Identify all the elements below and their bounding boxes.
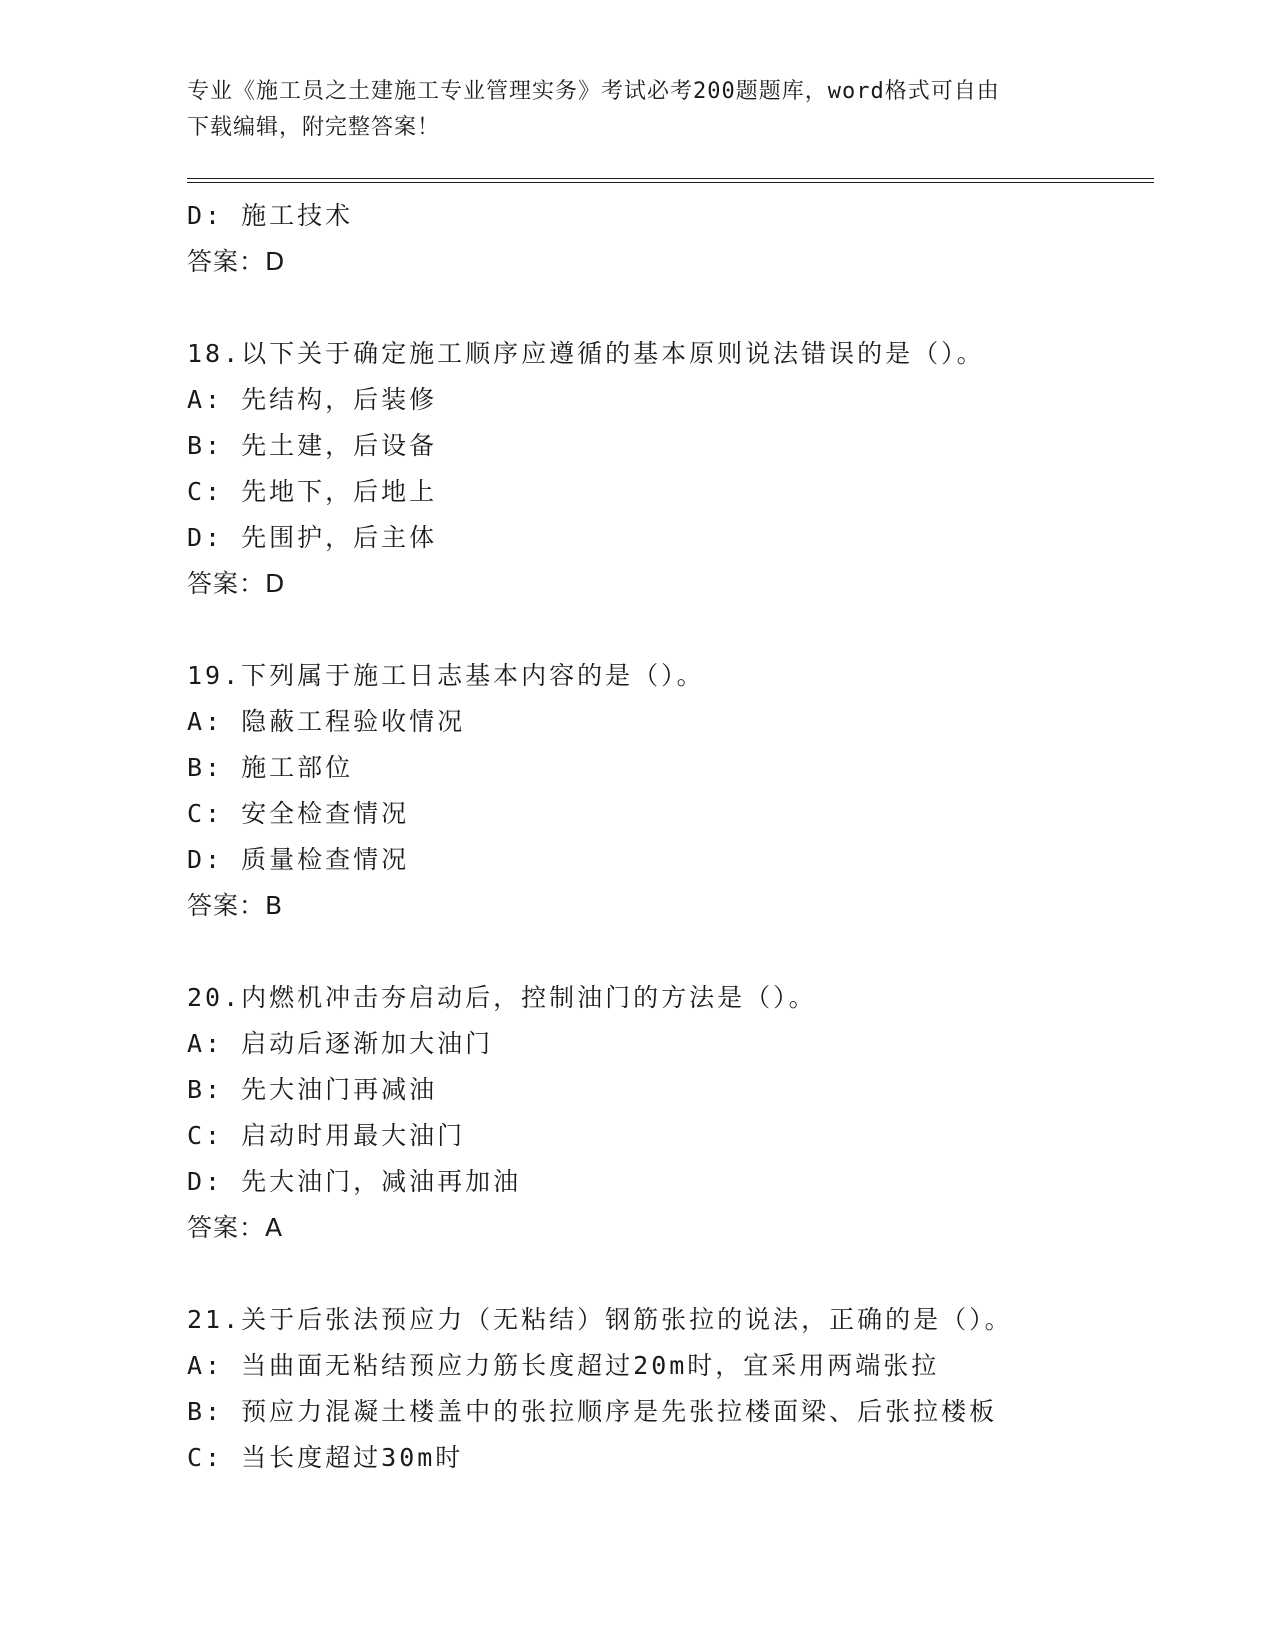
option-c: C: 当长度超过30m时: [187, 1443, 464, 1472]
spacer: [187, 1251, 1154, 1297]
header-line-1: 专业《施工员之土建施工专业管理实务》考试必考200题题库，word格式可自由: [187, 79, 1000, 104]
option-a: A: 先结构，后装修: [187, 385, 438, 414]
option-c: C: 先地下，后地上: [187, 477, 438, 506]
question-20: [187, 975, 1154, 1251]
previous-question-tail: [187, 193, 1154, 285]
option-d: D: 质量检查情况: [187, 845, 410, 874]
option-a: A: 隐蔽工程验收情况: [187, 707, 466, 736]
question-stem: 20.内燃机冲击夯启动后，控制油门的方法是（）。: [187, 983, 817, 1012]
option-c: C: 安全检查情况: [187, 799, 410, 828]
document-header: [187, 74, 1087, 146]
option-b: B: 先土建，后设备: [187, 431, 438, 460]
answer-line: 答案：B: [187, 891, 284, 920]
question-stem: 18.以下关于确定施工顺序应遵循的基本原则说法错误的是（）。: [187, 339, 985, 368]
option-d: D: 先大油门，减油再加油: [187, 1167, 522, 1196]
option-c: C: 启动时用最大油门: [187, 1121, 466, 1150]
question-19: [187, 653, 1154, 929]
answer-line: 答案：A: [187, 1213, 284, 1242]
option-d: D: 先围护，后主体: [187, 523, 438, 552]
question-list: [187, 193, 1154, 1481]
option-b: B: 先大油门再减油: [187, 1075, 438, 1104]
question-stem: 21.关于后张法预应力（无粘结）钢筋张拉的说法，正确的是（）。: [187, 1305, 1013, 1334]
option-a: A: 启动后逐渐加大油门: [187, 1029, 494, 1058]
option-d: D: 施工技术: [187, 201, 354, 230]
header-divider-top: [187, 178, 1154, 179]
answer-line: 答案：D: [187, 569, 286, 598]
option-b: B: 预应力混凝土楼盖中的张拉顺序是先张拉楼面梁、后张拉楼板: [187, 1397, 998, 1426]
spacer: [187, 285, 1154, 331]
spacer: [187, 929, 1154, 975]
question-18: [187, 331, 1154, 607]
header-divider-bottom: [187, 182, 1154, 183]
option-a: A: 当曲面无粘结预应力筋长度超过20m时，宜采用两端张拉: [187, 1351, 940, 1380]
question-stem: 19.下列属于施工日志基本内容的是（）。: [187, 661, 705, 690]
header-line-2: 下载编辑，附完整答案！: [187, 115, 441, 140]
question-21: [187, 1297, 1154, 1481]
option-b: B: 施工部位: [187, 753, 354, 782]
answer-line: 答案：D: [187, 247, 286, 276]
spacer: [187, 607, 1154, 653]
